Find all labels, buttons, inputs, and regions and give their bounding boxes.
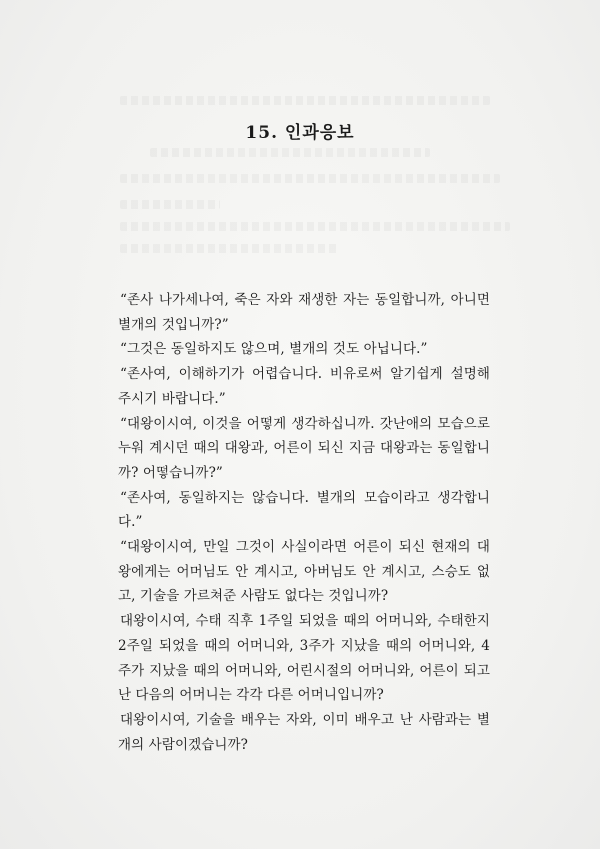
paragraph: “존사여, 동일하지는 않습니다. 별개의 모습이라고 생각합니다.” xyxy=(118,489,490,531)
page-title: 15. 인과응보 xyxy=(245,123,355,143)
paragraph: “존사여, 이해하기가 어렵습니다. 비유로써 알기쉽게 설명해 주시기 바랍니다.” xyxy=(118,366,490,407)
paragraph: “존사 나가세나여, 죽은 자와 재생한 자는 동일합니까, 아니면 별개의 것입니까?” xyxy=(118,292,490,333)
bleed-through-line xyxy=(120,244,340,253)
bleed-through-line xyxy=(120,174,500,183)
paragraph: 대왕이시여, 기술을 배우는 자와, 이미 배우고 난 사람과는 별개의 사람이겠습니까? xyxy=(118,711,490,753)
bleed-through-line xyxy=(120,200,220,209)
paragraph: 대왕이시여, 수태 직후 1주일 되었을 때의 어머니와, 수태한지 2주일 되었을 때의 어머니와, 3주가 지났을 때의 어머니와, 4주가 지났을 때의 어머니와, 어린시절의 어머니와, 어른이 되고 난 다음의 어머니는 각각 다른 어머니입니까? xyxy=(118,613,490,704)
paragraph: “대왕이시여, 이것을 어떻게 생각하십니까. 갓난애의 모습으로 누워 계시던 때의 대왕과, 어른이 되신 지금 대왕과는 동일합니까? 어떻습니까?” xyxy=(118,415,490,481)
paragraph: “그것은 동일하지도 않으며, 별개의 것도 아닙니다.” xyxy=(120,341,428,358)
paragraph: “대왕이시여, 만일 그것이 사실이라면 어른이 되신 현재의 대왕에게는 어머님도 안 계시고, 아버님도 안 계시고, 스승도 없고, 기술을 가르쳐준 사람도 없다는 것입니까? xyxy=(118,539,490,605)
bleed-through-line xyxy=(120,222,510,231)
bleed-through-line xyxy=(150,148,430,157)
bleed-through-line xyxy=(120,96,490,105)
body-text xyxy=(118,288,490,757)
